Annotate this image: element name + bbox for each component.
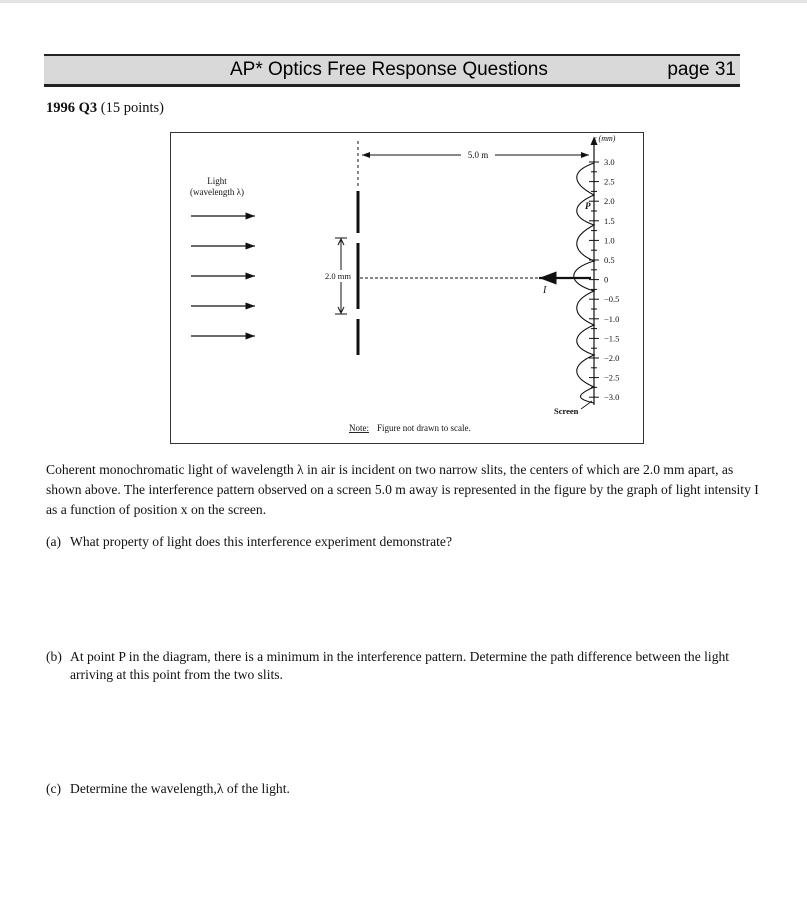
axis-tick-label: 2.5: [604, 176, 615, 187]
point-p-label: P: [585, 201, 591, 211]
light-label: Light: [207, 176, 227, 186]
intensity-label: I: [543, 285, 547, 296]
note-label: Note:: [349, 423, 369, 433]
axis-tick-labels: [604, 157, 619, 402]
screen-label: Screen: [554, 406, 579, 416]
axis-tick-label: −2.5: [604, 372, 620, 383]
top-border: [0, 0, 807, 3]
axis-tick-label: −2.0: [604, 353, 620, 363]
axis-tick-label: 3.0: [604, 157, 615, 167]
question-part-b: [46, 648, 770, 684]
part-label: (c): [46, 781, 62, 796]
part-text: At point P in the diagram, there is a minimum in the interference pattern. Determine the path difference between the light arriving at this point from the two slits.: [70, 649, 730, 682]
axis-tick-label: 1.0: [604, 235, 615, 246]
axis-tick-label: −1.0: [604, 313, 620, 324]
intro-paragraph: Coherent monochromatic light of wavelength λ in air is incident on two narrow slits, the centers of which are 2.0 mm apart, as shown above. The interference pattern observed on a screen 5.0 m away is represented in the figure by the graph of light intensity I as a function of position x on the screen.: [46, 462, 759, 517]
part-text: Determine the wavelength,λ of the light.: [70, 781, 290, 796]
page-number: page 31: [667, 59, 736, 80]
figure-svg: [171, 133, 643, 443]
page-header: [44, 54, 740, 87]
intensity-pattern-curve: [574, 163, 594, 403]
axis-tick-label: −1.5: [604, 333, 620, 344]
axis-tick-label: 0: [604, 274, 609, 285]
axis-tick-label: −3.0: [604, 392, 620, 403]
slit-spacing-label: 2.0 mm: [325, 271, 351, 281]
axis-tick-label: 1.5: [604, 215, 615, 226]
axis-tick-label: −0.5: [604, 294, 620, 305]
part-text: What property of light does this interference experiment demonstrate?: [70, 534, 452, 549]
question-part-c: [46, 780, 770, 798]
note-text: Figure not drawn to scale.: [377, 423, 471, 433]
screen-label-leader: [581, 401, 592, 409]
header-title: AP* Optics Free Response Questions: [230, 59, 548, 80]
incident-light-arrows: [191, 216, 255, 336]
question-points: (15 points): [100, 100, 165, 116]
part-label: (b): [46, 649, 62, 664]
distance-label: 5.0 m: [467, 150, 489, 160]
wavelength-label: (wavelength λ): [189, 187, 245, 197]
axis-tick-label: 0.5: [604, 255, 615, 265]
question-id: 1996 Q3: [46, 100, 98, 116]
question-heading: [46, 100, 164, 117]
axis-tick-label: 2.0: [604, 196, 615, 207]
double-slit-figure: [170, 132, 644, 444]
part-label: (a): [46, 534, 62, 549]
question-part-a: [46, 533, 770, 551]
axis-label: x (mm): [593, 134, 616, 143]
